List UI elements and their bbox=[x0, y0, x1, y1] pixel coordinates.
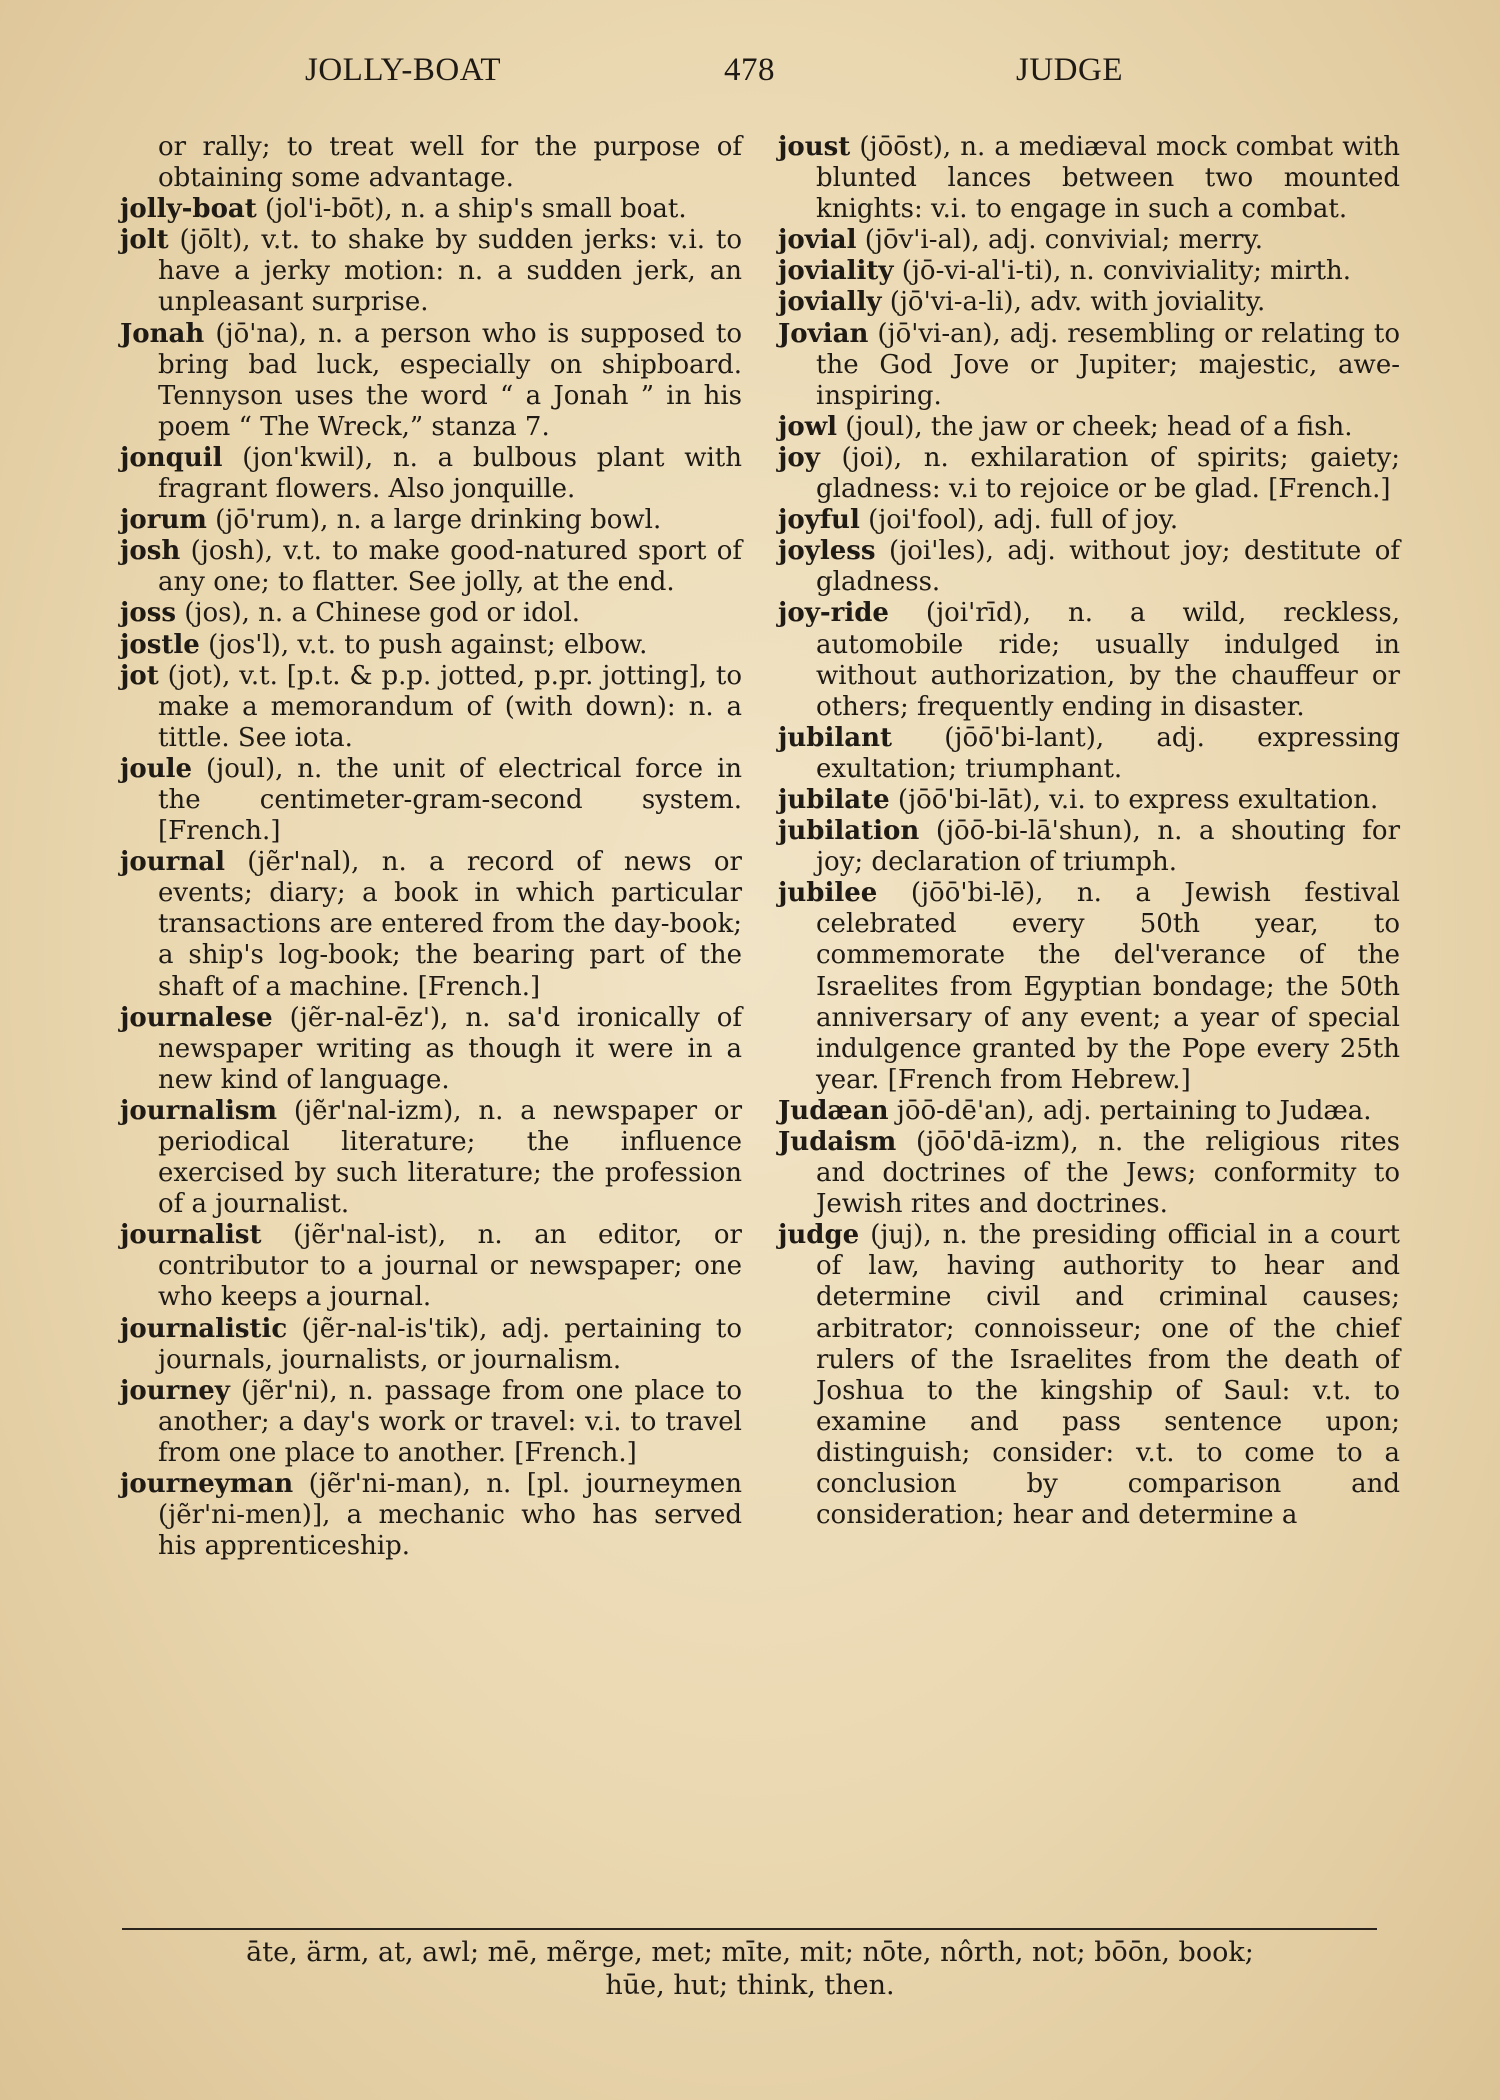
entry-headword: joule bbox=[120, 753, 193, 784]
entry-definition: (jōō'bi-lant), adj. expressing exultation; triumphant. bbox=[816, 722, 1400, 784]
entry-definition: (joi'fool), adj. full of joy. bbox=[859, 505, 1179, 536]
dictionary-entry bbox=[778, 536, 1400, 598]
dictionary-entry bbox=[120, 661, 742, 754]
entry-definition: (jō-vi-al'i-ti), n. conviviality; mirth. bbox=[893, 256, 1352, 287]
dictionary-entry bbox=[778, 225, 1400, 256]
dictionary-entry bbox=[120, 754, 742, 847]
entry-definition: (jẽr'nal), n. a record of news or events; diary; a book in which particular transactions are entered from the day-book; a ship's log-book; the bearing part of the shaft of a machine. [French.] bbox=[158, 847, 742, 1002]
entry-definition: (joi), n. exhilaration of spirits; gaiety; gladness: v.i to rejoice or be glad. [French.] bbox=[816, 442, 1400, 505]
dictionary-entry bbox=[120, 630, 742, 661]
entry-headword: jubilate bbox=[778, 784, 890, 815]
entry-headword: joyless bbox=[778, 536, 876, 567]
entry-headword: joviality bbox=[778, 256, 894, 287]
dictionary-entry bbox=[778, 785, 1400, 816]
dictionary-entry bbox=[120, 1003, 742, 1096]
entry-headword: joy-ride bbox=[778, 598, 889, 629]
dictionary-entry bbox=[778, 412, 1400, 443]
dictionary-entry bbox=[120, 132, 742, 194]
dictionary-entry bbox=[778, 132, 1400, 225]
dictionary-entry bbox=[120, 598, 742, 629]
left-column bbox=[120, 132, 742, 1922]
dictionary-entry bbox=[778, 816, 1400, 878]
entry-headword: jowl bbox=[778, 411, 838, 442]
pronunciation-key bbox=[110, 1936, 1390, 2002]
entry-definition: (joi'rīd), n. a wild, reckless, automobile ride; usually indulged in without authorization, by the chauffeur or others; frequently ending in disaster. bbox=[816, 598, 1400, 722]
dictionary-entry bbox=[120, 1220, 742, 1313]
dictionary-entry bbox=[778, 723, 1400, 785]
entry-definition: (jẽr-nal-is'tik), adj. pertaining to journals, journalists, or journalism. bbox=[158, 1313, 742, 1375]
dictionary-entry bbox=[120, 225, 742, 318]
entry-headword: Judaism bbox=[778, 1127, 897, 1157]
dictionary-entry bbox=[778, 1220, 1400, 1531]
dictionary-entry bbox=[778, 598, 1400, 722]
entry-definition: or rally; to treat well for the purpose of obtaining some advantage. bbox=[158, 132, 742, 194]
dictionary-entry bbox=[120, 1469, 742, 1562]
entry-headword: joss bbox=[120, 598, 177, 629]
dictionary-entry bbox=[778, 505, 1400, 536]
entry-headword: joust bbox=[778, 132, 851, 162]
entry-definition: (jẽr'nal-izm), n. a newspaper or periodical literature; the influence exercised by such literature; the profession of a journalist. bbox=[158, 1095, 742, 1220]
entry-headword: jonquil bbox=[120, 442, 223, 473]
entry-headword: journey bbox=[120, 1375, 230, 1406]
entry-definition: (jōō-bi-lā'shun), n. a shouting for joy; declaration of triumph. bbox=[816, 816, 1400, 878]
dictionary-entry bbox=[120, 1376, 742, 1469]
entry-definition: (jō'vi-an), adj. resembling or relating to the God Jove or Jupiter; majestic, awe-inspiring. bbox=[816, 318, 1400, 411]
entry-headword: judge bbox=[778, 1220, 860, 1251]
entry-definition: (joul), the jaw or cheek; head of a fish. bbox=[837, 411, 1353, 442]
entry-definition: (jōlt), v.t. to shake by sudden jerks: v.i. to have a jerky motion: n. a sudden jerk, an unpleasant surprise. bbox=[158, 225, 742, 318]
entry-headword: jorum bbox=[120, 505, 207, 536]
dictionary-entry bbox=[120, 443, 742, 505]
footer-rule bbox=[122, 1928, 1377, 1930]
dictionary-entry bbox=[778, 878, 1400, 1096]
entry-definition: (joul), n. the unit of electrical force in the centimeter-gram-second system. [French.] bbox=[158, 753, 742, 847]
dictionary-entry bbox=[778, 287, 1400, 318]
entry-headword: joyful bbox=[778, 505, 860, 536]
entry-definition: (jō'vi-a-li), adv. with joviality. bbox=[881, 287, 1266, 318]
dictionary-entry bbox=[120, 319, 742, 443]
entry-definition: (jẽr'ni-man), n. [pl. journeymen (jẽr'ni-men)], a mechanic who has served his apprenticeship. bbox=[158, 1469, 742, 1562]
entry-headword: jubilant bbox=[778, 722, 893, 753]
entry-headword: jolt bbox=[120, 225, 169, 256]
dictionary-entry bbox=[778, 1096, 1400, 1127]
entry-headword: joy bbox=[778, 442, 820, 473]
entry-headword: jovially bbox=[778, 287, 882, 318]
entry-definition: (jō'rum), n. a large drinking bowl. bbox=[206, 505, 662, 536]
entry-headword: jolly-boat bbox=[120, 194, 257, 225]
dictionary-entry bbox=[120, 536, 742, 598]
entry-headword: journal bbox=[120, 847, 225, 878]
entry-headword: Judæan bbox=[778, 1095, 889, 1126]
entry-definition: (jō'na), n. a person who is supposed to bring bad luck, especially on shipboard. Tennyson uses the word “ a Jonah ” in his poem “ The Wreck,” stanza 7. bbox=[158, 318, 742, 442]
entry-definition: (jōōst), n. a mediæval mock combat with blunted lances between two mounted knights: v.i. to engage in such a combat. bbox=[816, 132, 1400, 225]
entry-headword: jovial bbox=[778, 225, 857, 256]
entry-definition: (jōō'dā-izm), n. the religious rites and doctrines of the Jews; conformity to Jewish rites and doctrines. bbox=[816, 1127, 1400, 1220]
entry-definition: (jẽr'ni), n. passage from one place to another; a day's work or travel: v.i. to travel from one place to another. [French.] bbox=[158, 1375, 742, 1468]
entry-headword: journeyman bbox=[120, 1469, 294, 1500]
dictionary-entry bbox=[778, 443, 1400, 505]
entry-headword: jostle bbox=[120, 629, 200, 660]
entry-headword: Jonah bbox=[120, 318, 205, 349]
entry-headword: jubilation bbox=[778, 816, 920, 847]
entry-definition: (josh), v.t. to make good-natured sport of any one; to flatter. See jolly, at the end. bbox=[158, 536, 742, 598]
dictionary-entry bbox=[120, 505, 742, 536]
entry-definition: (jōō'bi-lē), n. a Jewish festival celebrated every 50th year, to commemorate the del'verance of the Israelites from Egyptian bondage; the 50th anniversary of any event; a year of special indulgence granted by the Pope every 25th year. [French from Hebrew.] bbox=[816, 878, 1400, 1095]
dictionary-entry bbox=[778, 319, 1400, 412]
entry-headword: journalistic bbox=[120, 1313, 288, 1344]
right-column bbox=[778, 132, 1400, 1922]
entry-columns bbox=[120, 132, 1400, 1922]
entry-definition: (juj), n. the presiding official in a court of law, having authority to hear and determine civil and criminal causes; arbitrator; connoisseur; one of the chief rulers of the Israelites from the death of Joshua to the kingship of Saul: v.t. to examine and pass sentence upon; distinguish; consider: v.t. to come to a conclusion by comparison and consideration; hear and determine a bbox=[816, 1220, 1400, 1531]
left-guide-word: JOLLY-BOAT bbox=[305, 52, 502, 88]
right-guide-word: JUDGE bbox=[1016, 52, 1123, 88]
running-head bbox=[0, 52, 1500, 102]
dictionary-entry bbox=[120, 1314, 742, 1376]
entry-headword: Jovian bbox=[778, 318, 869, 349]
dictionary-entry bbox=[778, 1127, 1400, 1220]
entry-definition: (jẽr-nal-ēz'), n. sa'd ironically of newspaper writing as though it were in a new kind of language. bbox=[158, 1002, 742, 1095]
entry-definition: (jẽr'nal-ist), n. an editor, or contributor to a journal or newspaper; one who keeps a journal. bbox=[158, 1220, 742, 1313]
page-number: 478 bbox=[724, 52, 775, 88]
entry-headword: jot bbox=[120, 660, 159, 691]
pronunciation-key-line-2: hūe, hut; think, then. bbox=[605, 1970, 895, 2001]
entry-definition: (jōō'bi-lāt), v.i. to express exultation. bbox=[889, 784, 1379, 815]
pronunciation-key-line-1: āte, ärm, at, awl; mē, mẽrge, met; mīte, mit; nōte, nôrth, not; bōōn, book; bbox=[246, 1937, 1254, 1968]
entry-definition: (jos'l), v.t. to push against; elbow. bbox=[199, 629, 648, 660]
entry-definition: (jot), v.t. [p.t. & p.p. jotted, p.pr. jotting], to make a memorandum of (with down): n. a tittle. See iota. bbox=[158, 660, 742, 753]
entry-headword: journalese bbox=[120, 1002, 273, 1033]
entry-definition: (joi'les), adj. without joy; destitute of gladness. bbox=[816, 536, 1400, 598]
entry-headword: journalism bbox=[120, 1095, 278, 1126]
entry-definition: (jos), n. a Chinese god or idol. bbox=[176, 598, 581, 629]
entry-definition: (jon'kwil), n. a bulbous plant with fragrant flowers. Also jonquille. bbox=[158, 442, 742, 505]
entry-headword: josh bbox=[120, 536, 181, 567]
entry-definition: (jōv'i-al), adj. convivial; merry. bbox=[856, 225, 1263, 256]
dictionary-entry bbox=[120, 194, 742, 225]
entry-headword: journalist bbox=[120, 1220, 262, 1251]
entry-definition: jōō-dē'an), adj. pertaining to Judæa. bbox=[888, 1095, 1372, 1126]
entry-definition: (jol'i-bōt), n. a ship's small boat. bbox=[256, 194, 687, 225]
dictionary-entry bbox=[120, 847, 742, 1002]
entry-headword: jubilee bbox=[778, 878, 878, 909]
dictionary-entry bbox=[120, 1096, 742, 1220]
dictionary-entry bbox=[778, 256, 1400, 287]
